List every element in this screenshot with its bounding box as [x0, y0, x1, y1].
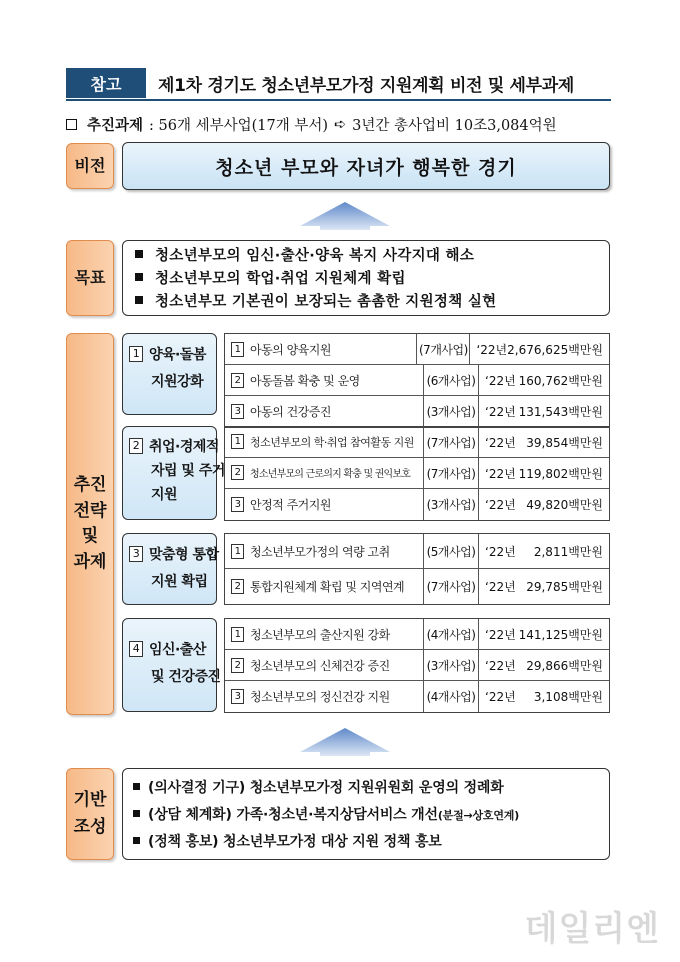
task-table	[224, 618, 610, 713]
goals-label: 목표	[66, 240, 114, 316]
square-bullet-icon	[133, 783, 140, 790]
vision-box: 청소년 부모와 자녀가 행복한 경기	[122, 142, 610, 190]
task-table	[224, 426, 610, 521]
checkbox-square-icon	[66, 119, 77, 130]
strategy-number: 1	[129, 346, 143, 362]
strategies-label: 추진 전략 및 과제	[66, 333, 114, 715]
summary-text-before: : 56개 세부사업(17개 부서)	[149, 118, 329, 134]
task-row: 3 아동의 건강증진 (3개사업) ‘22년 131,543백만원	[225, 396, 609, 427]
goals-box	[122, 240, 610, 316]
square-bullet-icon	[133, 837, 140, 844]
strategy-box: 3 맞춤형 통합 지원 확립	[122, 533, 217, 605]
task-row: 2 청소년부모의 근로의지 확충 및 권익보호 (7개사업) ‘22년 119,802백만원	[225, 458, 609, 489]
watermark: 데일리엔	[524, 909, 660, 949]
right-arrow-icon: ➪	[334, 116, 347, 133]
task-row: 1 청소년부모의 출산지원 강화 (4개사업) ‘22년 141,125백만원	[225, 619, 609, 650]
task-table	[224, 533, 610, 605]
square-bullet-icon	[135, 250, 143, 258]
strategy-box: 2 취업·경제적 자립 및 주거 지원	[122, 426, 217, 520]
strategy-number: 2	[129, 438, 143, 454]
goal-item: 청소년부모의 학업·취업 지원체계 확립	[135, 268, 609, 291]
task-row: 3 안정적 주거지원 (3개사업) ‘22년 49,820백만원	[225, 489, 609, 520]
task-row: 1 아동의 양육지원 (7개사업) ‘22년 2,676,625백만원	[225, 334, 609, 365]
summary-text-after: 3년간 총사업비 10조3,084억원	[352, 118, 557, 134]
foundation-label: 기반 조성	[66, 768, 114, 860]
strategy-box: 1 양육·돌봄 지원강화	[122, 333, 217, 415]
goal-item: 청소년부모의 임신·출산·양육 복지 사각지대 해소	[135, 245, 609, 268]
foundation-item: (상담 체계화) 가족·청소년·복지상담서비스 개선(분절→상호연계)	[133, 802, 609, 829]
square-bullet-icon	[133, 810, 140, 817]
strategy-number: 4	[129, 641, 143, 657]
task-row: 1 청소년부모가정의 역량 고취 (5개사업) ‘22년 2,811백만원	[225, 534, 609, 569]
foundation-item: (정책 홍보) 청소년부모가정 대상 지원 정책 홍보	[133, 829, 609, 856]
square-bullet-icon	[135, 296, 143, 304]
foundation-box	[122, 768, 610, 860]
square-bullet-icon	[135, 273, 143, 281]
page-title: 제1차 경기도 청소년부모가정 지원계획 비전 및 세부과제	[158, 75, 575, 96]
summary-label: 추진과제	[87, 118, 144, 134]
goal-item: 청소년부모 기본권이 보장되는 촘촘한 지원정책 실현	[135, 291, 609, 314]
strategy-box: 4 임신·출산 및 건강증진	[122, 618, 217, 712]
foundation-item: (의사결정 기구) 청소년부모가정 지원위원회 운영의 정례화	[133, 775, 609, 802]
vision-label: 비전	[66, 143, 114, 189]
summary-line	[66, 114, 557, 135]
task-row: 3 청소년부모의 정신건강 지원 (4개사업) ‘22년 3,108백만원	[225, 681, 609, 712]
up-arrow-icon	[300, 728, 390, 756]
strategy-number: 3	[129, 546, 143, 562]
task-row: 2 통합지원체계 확립 및 지역연계 (7개사업) ‘22년 29,785백만원	[225, 569, 609, 604]
reference-badge: 참고	[66, 68, 146, 98]
task-row: 2 아동돌봄 확충 및 운영 (6개사업) ‘22년 160,762백만원	[225, 365, 609, 396]
task-table	[224, 333, 610, 428]
task-row: 1 청소년부모의 학·취업 참여활동 지원 (7개사업) ‘22년 39,854백만원	[225, 427, 609, 458]
task-row: 2 청소년부모의 신체건강 증진 (3개사업) ‘22년 29,866백만원	[225, 650, 609, 681]
up-arrow-icon	[300, 202, 390, 230]
title-underline	[66, 99, 611, 101]
